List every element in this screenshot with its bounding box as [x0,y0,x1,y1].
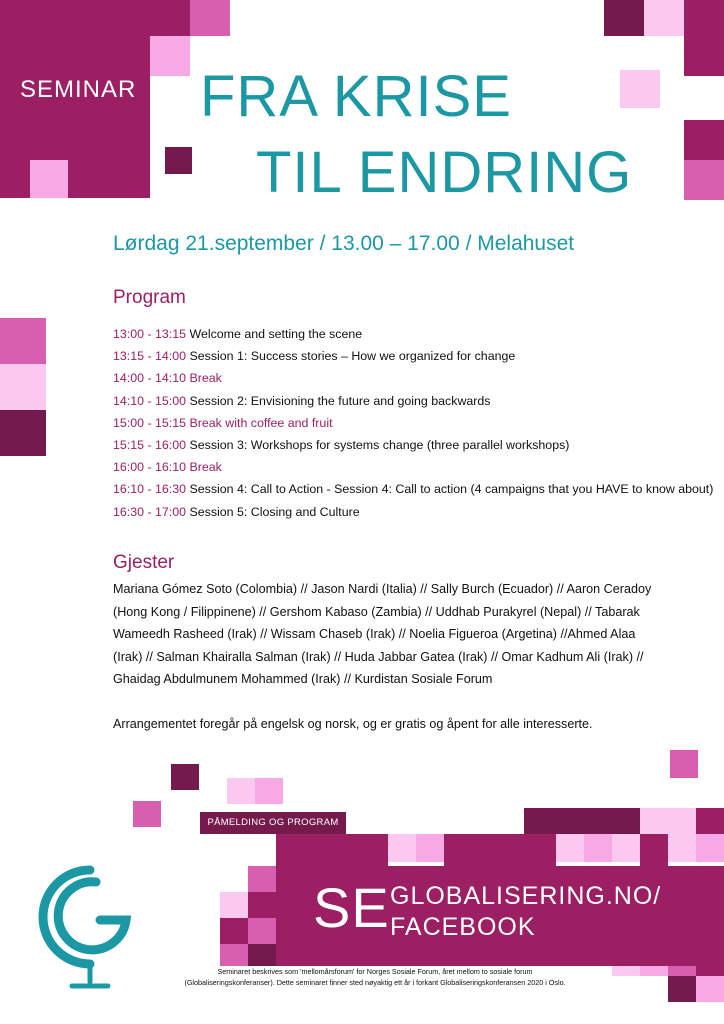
program-item-desc: Session 5: Closing and Culture [189,504,360,519]
program-item-time: 16:30 - 17:00 [113,504,187,519]
globe-g-logo-icon [38,860,138,1000]
signup-label: PÅMELDING OG PROGRAM [200,812,346,834]
se-text: SE [313,876,390,939]
decor-square [0,410,46,456]
website-url-line1: GLOBALISERING.NO/ [390,882,662,910]
program-item [113,412,713,434]
program-item-time: 15:00 - 15:15 [113,415,187,430]
decor-square [696,834,724,862]
program-heading: Program [113,287,186,308]
decor-square [684,36,724,76]
program-item-time: 13:15 - 14:00 [113,349,187,364]
footer-note [150,966,600,988]
decor-square [644,0,684,36]
decor-square [696,808,724,834]
program-item [113,434,713,456]
decor-square [416,834,444,862]
decor-square [684,120,724,160]
decor-square [684,0,724,36]
decor-square [150,36,190,76]
program-item [113,501,713,523]
page-title-line1: FRA KRISE [200,64,512,129]
decor-square [684,160,724,200]
event-date-line: Lørdag 21.september / 13.00 – 17.00 / Melahuset [113,232,575,255]
program-item-desc: Session 2: Envisioning the future and going backwards [189,393,491,408]
website-url-line2: FACEBOOK [390,913,536,941]
decor-square [524,808,640,834]
decor-square [276,834,388,866]
decor-square [668,834,696,862]
program-item-desc: Session 4: Call to Action - Session 4: Call to action (4 campaigns that you HAVE to know about) [189,482,714,497]
program-item [113,456,713,478]
footer-line1: Seminaret beskrives som 'mellomårsforum' for Norges Sosiale Forum, året mellom to sosiale forum [217,967,533,976]
program-item-time: 16:10 - 16:30 [113,482,187,497]
decor-square [696,976,724,1002]
decor-square [444,834,556,866]
decor-square [220,892,248,918]
program-item-desc: Session 3: Workshops for systems change (three parallel workshops) [189,437,570,452]
decor-square [0,318,46,364]
program-item-desc: Break [189,460,222,475]
decor-square [248,866,276,892]
program-item-time: 13:00 - 13:15 [113,327,187,341]
program-item-desc: Break with coffee and fruit [189,415,333,430]
website-link[interactable] [390,881,661,943]
decor-square [248,944,276,966]
program-item-desc: Session 1: Success stories – How we organized for change [189,349,516,364]
program-item-desc: Welcome and setting the scene [189,327,363,341]
decor-square [556,834,584,862]
seminar-label: SEMINAR [20,76,137,103]
decor-square [620,70,660,108]
program-item [113,323,713,345]
program-item-time: 15:15 - 16:00 [113,437,187,452]
page-title-line2: TIL ENDRING [256,140,633,205]
program-item [113,478,713,500]
decor-square [670,750,698,778]
decor-square [171,764,199,790]
program-item-time: 16:00 - 16:10 [113,460,187,475]
decor-square [584,834,612,862]
decor-square [248,918,276,944]
decor-square [255,778,283,804]
decor-square [0,364,46,410]
guests-heading: Gjester [113,552,175,573]
decor-square [190,0,230,36]
decor-square [227,778,255,804]
program-item-time: 14:10 - 15:00 [113,393,187,408]
decor-square [612,834,640,862]
decor-square [668,976,696,1002]
decor-square [388,834,416,862]
program-item [113,390,713,412]
program-item [113,367,713,389]
program-item-desc: Break [189,371,222,386]
info-text: Arrangementet foregår på engelsk og norsk, og er gratis og åpent for alle interesserte. [113,717,593,731]
program-item [113,345,713,367]
decor-square [248,892,276,918]
program-item-time: 14:00 - 14:10 [113,371,187,386]
program-list [113,323,713,523]
decor-square [133,801,161,827]
decor-square [220,944,248,966]
decor-square [30,160,68,198]
decor-square [640,834,668,866]
decor-square [604,0,644,36]
guests-text: Mariana Gómez Soto (Colombia) // Jason Nardi (Italia) // Sally Burch (Ecuador) // Aaron Ceradoy (Hong Kong / Filippinene) // Gershom Kabaso (Zambia) // Uddhab Purakyrel (Nepal) // Tabarak Wameedh Rasheed (Irak) // Wissam Chaseb (Irak) // Noelia Figueroa (Argetina) //Ahmed Alaa (Irak) // Salman Khairalla Salman (Irak) // Huda Jabbar Gatea (Irak) // Omar Kadhum Ali (Irak) // Ghaidag Abdulmunem Mohammed (Irak) // Kurdistan Sosiale Forum [113,582,652,687]
footer-line2: (Globaliseringskonferanser). Dette seminaret finner sted nøyaktig ett år i forkant Globaliseringskonferansen 2020 i Oslo. [184,978,566,987]
decor-square [220,918,248,944]
decor-square [165,147,192,174]
decor-square [640,808,696,834]
